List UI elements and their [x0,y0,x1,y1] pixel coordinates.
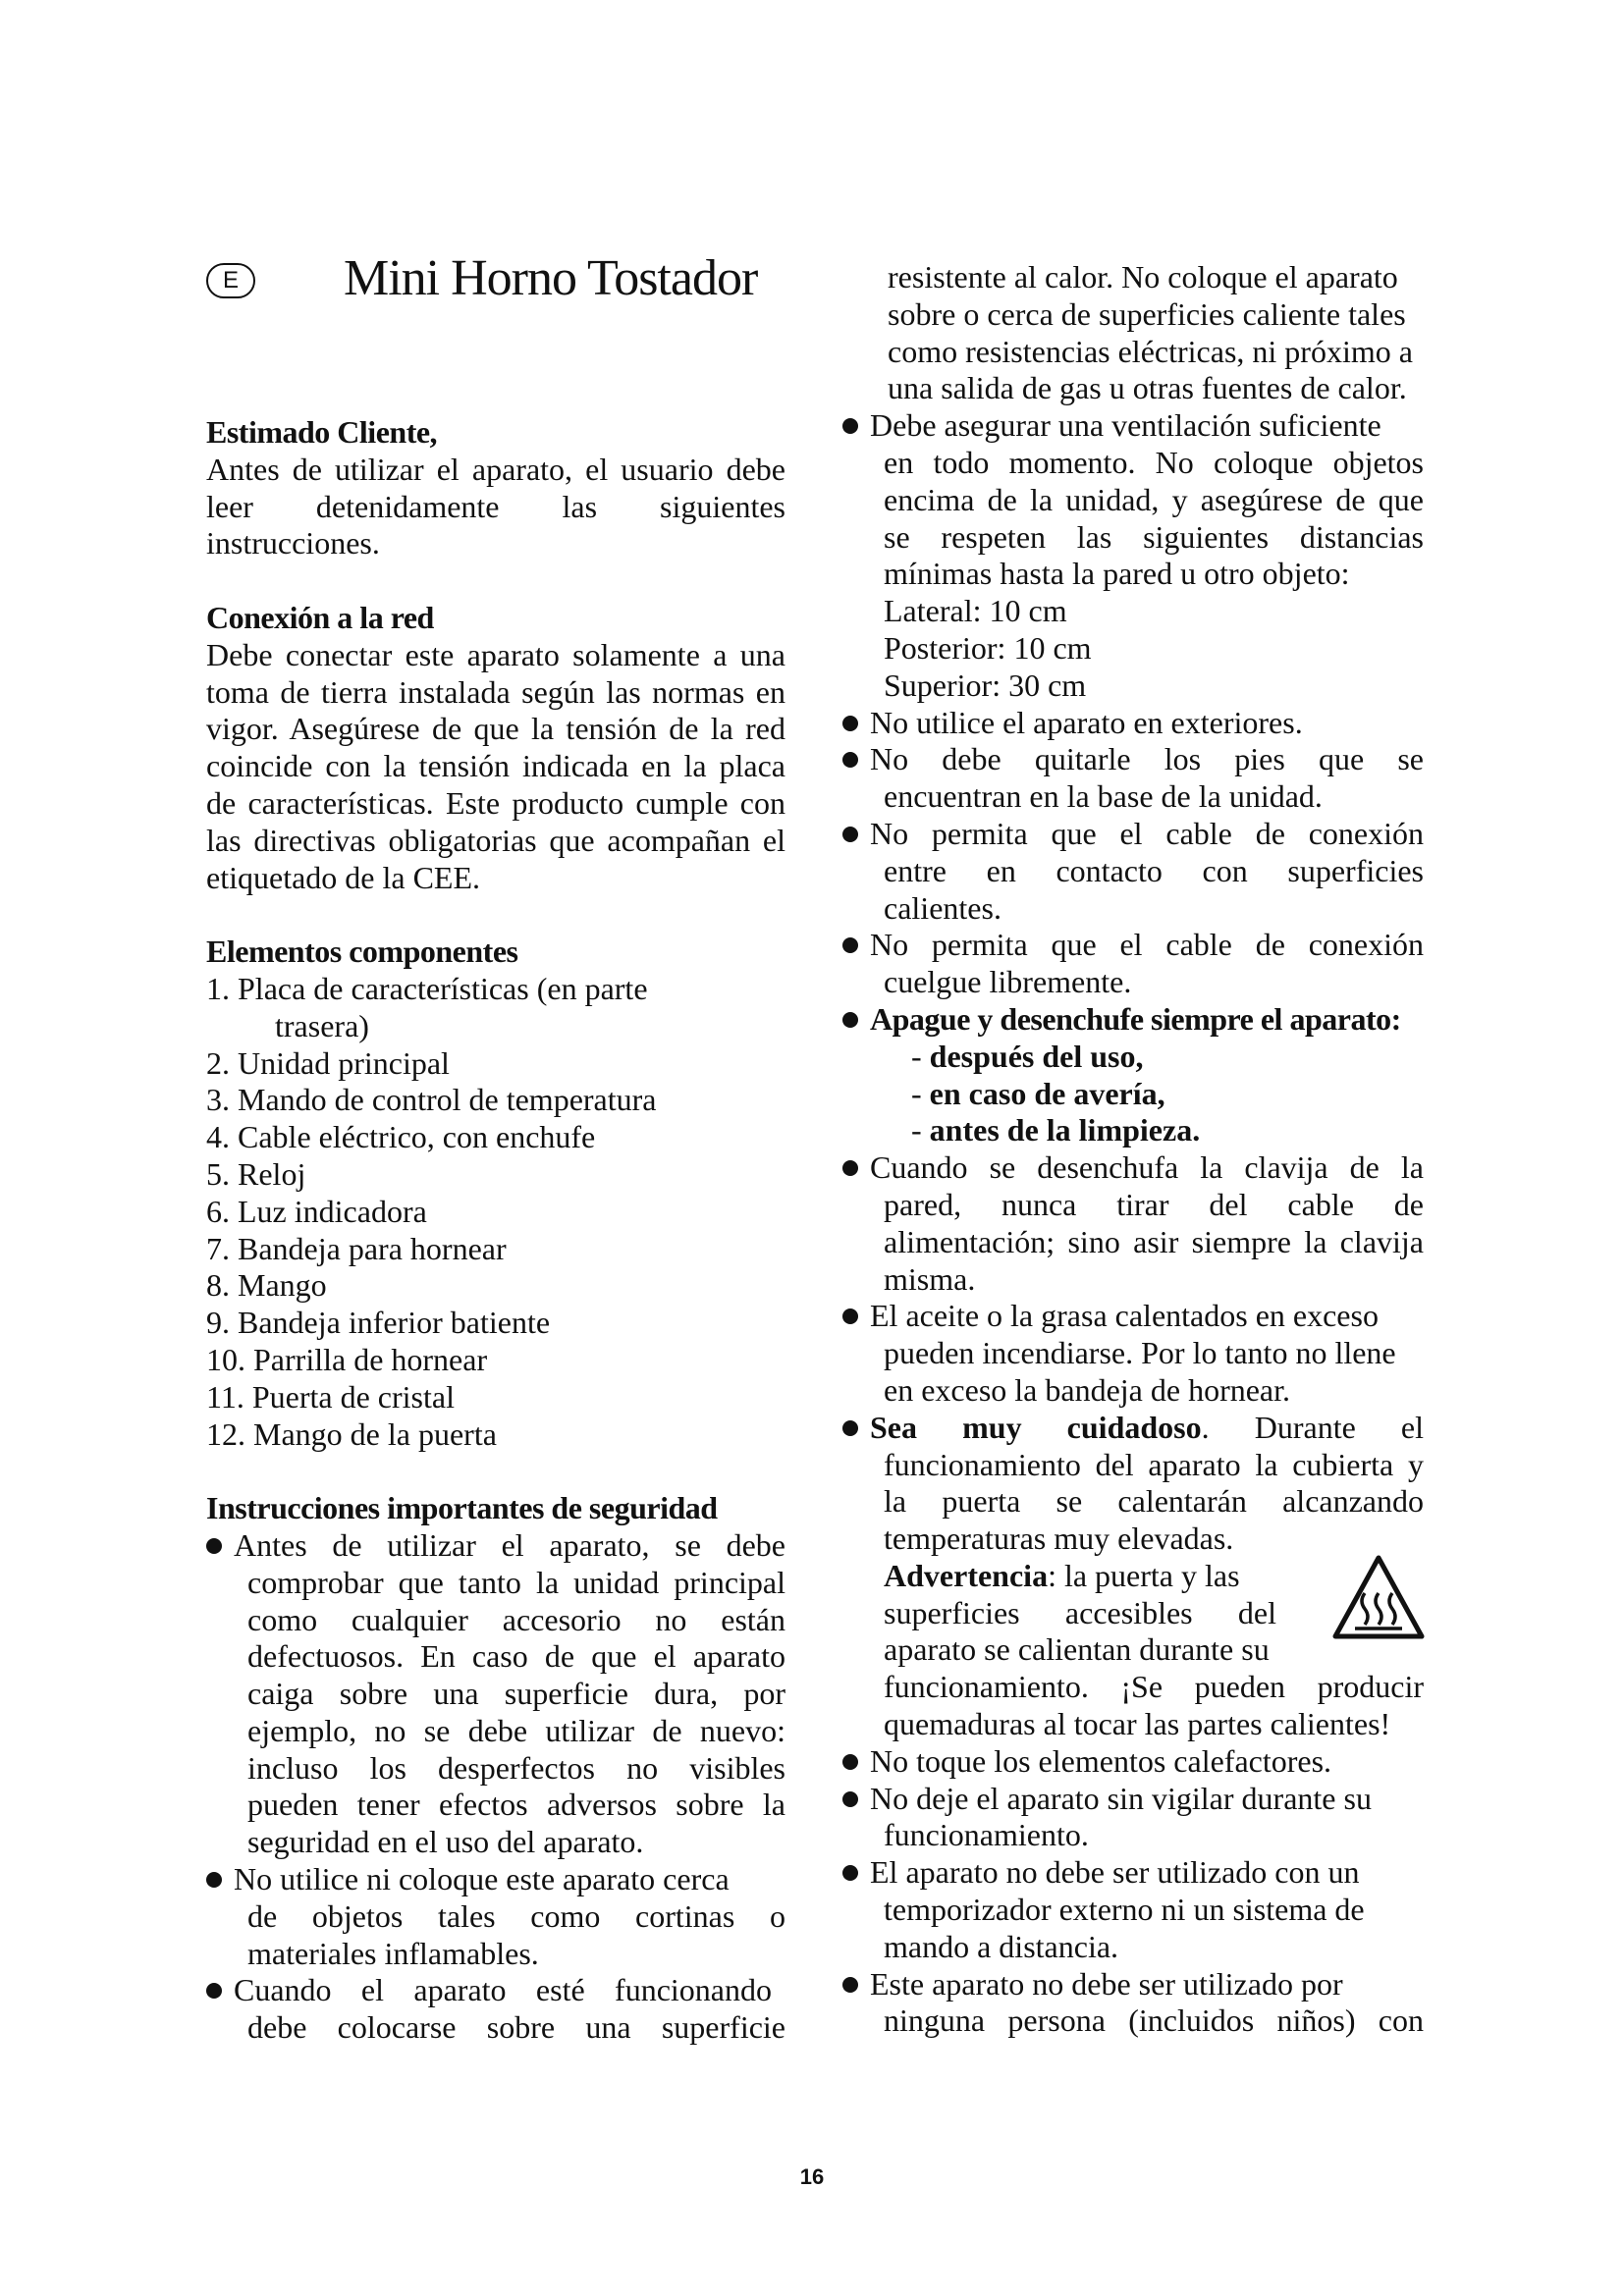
dash-item: - antes de la limpieza. [911,1112,1201,1148]
page-number: 16 [799,2164,825,2189]
text-line: como resistencias eléctricas, ni próximo a [888,333,1413,369]
text-line: No utilice ni coloque este aparato cerca [234,1861,730,1897]
safety-bullet [842,1410,1424,1743]
text-line: El aceite o la grasa calentados en exceso [870,1298,1379,1334]
text-line: temperaturas muy elevadas. [884,1521,1234,1557]
safety-bullet [842,816,1424,927]
text-line: Este aparato no debe ser utilizado por [870,1965,1343,2002]
text-line: leer detenidamente las siguientes [206,488,785,524]
component-item: 2. Unidad principal [206,1044,450,1081]
safety-bullet [842,1298,1424,1409]
component-item: 7. Bandeja para hornear [206,1230,507,1266]
component-item: 1. Placa de características (en parte [206,970,648,1006]
text-line: en todo momento. No coloque objetos [884,444,1424,480]
text-line: incluso los desperfectos no visibles [247,1749,785,1786]
text-line: de características. Este producto cumple con [206,784,785,821]
text-line: pueden incendiarse. Por lo tanto no llene [884,1335,1396,1371]
text-line: las directivas obligatorias que acompañan el [206,822,785,858]
safety-bullet [842,1966,1424,2041]
text-line: una salida de gas u otras fuentes de calor. [888,370,1407,406]
bullet-icon [842,1791,858,1807]
text-line: funcionamiento. [884,1817,1089,1853]
components-section [206,934,785,1453]
text-line: calientes. [884,889,1001,926]
text-line: funcionamiento del aparato la cubierta y [884,1446,1424,1482]
safety-heading: Instrucciones importantes de seguridad [206,1490,718,1526]
text-line: entre en contacto con superficies [884,852,1424,888]
safety-bullet [842,1854,1424,1965]
text-line: se respeten las siguientes distancias [884,518,1424,555]
dash-item: - en caso de avería, [911,1075,1165,1111]
bullet-icon [206,1983,222,1999]
safety-bullet [842,1001,1424,1149]
text-line: Antes de utilizar el aparato, se debe [234,1526,785,1563]
left-column [206,255,785,2047]
text-line: El aparato no debe ser utilizado con un [870,1854,1360,1891]
page-title: Mini Horno Tostador [344,250,758,306]
text-line: No toque los elementos calefactores. [870,1742,1332,1779]
text-line: ejemplo, no se debe utilizar de nuevo: [247,1712,785,1748]
safety-bullet [206,1972,785,2047]
text-line: caiga sobre una superficie dura, por [247,1676,785,1712]
bullet-icon [842,827,858,842]
component-item: 4. Cable eléctrico, con enchufe [206,1119,596,1155]
text-line: pueden tener efectos adversos sobre la [247,1787,785,1823]
safety-section [206,1490,785,2047]
text-line: en exceso la bandeja de hornear. [884,1371,1291,1408]
text-line: alimentación; sino asir siempre la clavija [884,1223,1424,1259]
warning-block [870,1558,1424,1743]
text-line: funcionamiento. ¡Se pueden producir [884,1669,1424,1705]
bullet-icon [206,1538,222,1554]
text-line: debe colocarse sobre una superficie [247,2009,785,2046]
text-line: la puerta se calentarán alcanzando [884,1483,1424,1520]
text-line: No debe quitarle los pies que se [870,741,1424,777]
text-line: misma. [884,1260,976,1297]
text-line: superficies accesibles del [884,1594,1276,1630]
text-line: resistente al calor. No coloque el aparato [888,259,1398,294]
dash-item: - después del uso, [911,1038,1144,1074]
safety-bullet [842,1781,1424,1855]
text-line: seguridad en el uso del aparato. [247,1824,644,1860]
text-line: temporizador externo ni un sistema de [884,1892,1365,1928]
bullet-icon [842,937,858,953]
safety-bullet [842,705,1424,742]
component-item: 6. Luz indicadora [206,1193,427,1229]
safety-bullet [842,927,1424,1001]
greeting-section [206,414,785,562]
safety-bullet [206,1861,785,1972]
text-line: Superior: 30 cm [884,667,1087,703]
text-line: No utilice el aparato en exteriores. [870,704,1303,740]
bullet-icon [842,1865,858,1881]
bullet-icon [842,1012,858,1028]
bullet-icon [842,1754,858,1770]
safety-bullet [206,1527,785,1861]
text-line: sobre o cerca de superficies caliente tales [888,295,1406,332]
text-line: Cuando se desenchufa la clavija de la [870,1149,1424,1186]
text-line: aparato se calientan durante su [884,1631,1270,1668]
component-item: 11. Puerta de cristal [206,1378,455,1415]
text-line: instrucciones. [206,525,380,561]
bullet-icon [206,1872,222,1888]
text-line: etiquetado de la CEE. [206,859,481,895]
text-line: No deje el aparato sin vigilar durante su [870,1780,1372,1816]
bullet-icon [842,752,858,768]
text-line: mando a distancia. [884,1928,1119,1964]
safety-bullet [842,1149,1424,1298]
safety-bullet [842,741,1424,816]
text-line: Lateral: 10 cm [884,593,1067,629]
text-line: encima de la unidad, y asegúrese de que [884,481,1424,517]
components-heading: Elementos componentes [206,934,518,970]
continued-text [842,259,1424,407]
hot-surface-icon [1331,1554,1426,1642]
text-line: coincide con la tensión indicada en la placa [206,748,785,784]
text-line: encuentran en la base de la unidad. [884,778,1323,815]
bullet-icon [842,1308,858,1324]
text-line: comprobar que tanto la unidad principal [247,1564,785,1600]
text-line: Apague y desenchufe siempre el aparato: [870,1000,1401,1037]
component-item-continuation: trasera) [275,1007,369,1043]
component-item: 12. Mango de la puerta [206,1415,497,1452]
text-line: Debe asegurar una ventilación suficiente [870,407,1381,444]
text-line: defectuosos. En caso de que el aparato [247,1638,785,1675]
text-line: No permita que el cable de conexión [870,815,1424,851]
text-line: Antes de utilizar el aparato, el usuario debe [206,451,785,487]
text-line: materiales inflamables. [247,1935,539,1971]
bullet-icon [842,716,858,731]
component-item: 10. Parrilla de hornear [206,1341,488,1377]
text-line: Debe conectar este aparato solamente a una [206,636,785,672]
bullet-icon [842,418,858,434]
bullet-icon [842,1977,858,1993]
safety-bullet [842,407,1424,704]
text-line: cuelgue libremente. [884,964,1132,1000]
text-line: No permita que el cable de conexión [870,927,1424,963]
language-badge: E [206,263,255,298]
text-line: Advertencia: la puerta y las [884,1557,1240,1593]
component-item: 5. Reloj [206,1155,306,1192]
text-line: ninguna persona (incluidos niños) con [884,2002,1424,2039]
text-line: mínimas hasta la pared u otro objeto: [884,556,1350,592]
text-line: quemaduras al tocar las partes calientes! [884,1706,1391,1742]
text-line: como cualquier accesorio no están [247,1601,785,1637]
safety-bullet [842,1743,1424,1781]
text-line: de objetos tales como cortinas o [247,1897,785,1934]
bullet-icon [842,1160,858,1176]
text-line: vigor. Asegúrese de que la tensión de la red [206,711,785,747]
text-line: toma de tierra instalada según las normas en [206,673,785,710]
component-item: 9. Bandeja inferior batiente [206,1305,551,1341]
greeting-heading: Estimado Cliente, [206,414,438,450]
text-line: Posterior: 10 cm [884,629,1092,666]
right-column [842,259,1424,2040]
component-item: 8. Mango [206,1267,327,1304]
component-item: 3. Mando de control de temperatura [206,1082,657,1118]
text-line: Cuando el aparato esté funcionando [234,1972,772,2008]
connection-heading: Conexión a la red [206,599,434,635]
connection-section [206,600,785,896]
text-line: pared, nunca tirar del cable de [884,1186,1424,1222]
text-line: Sea muy cuidadoso. Durante el [870,1409,1425,1445]
bullet-icon [842,1420,858,1436]
